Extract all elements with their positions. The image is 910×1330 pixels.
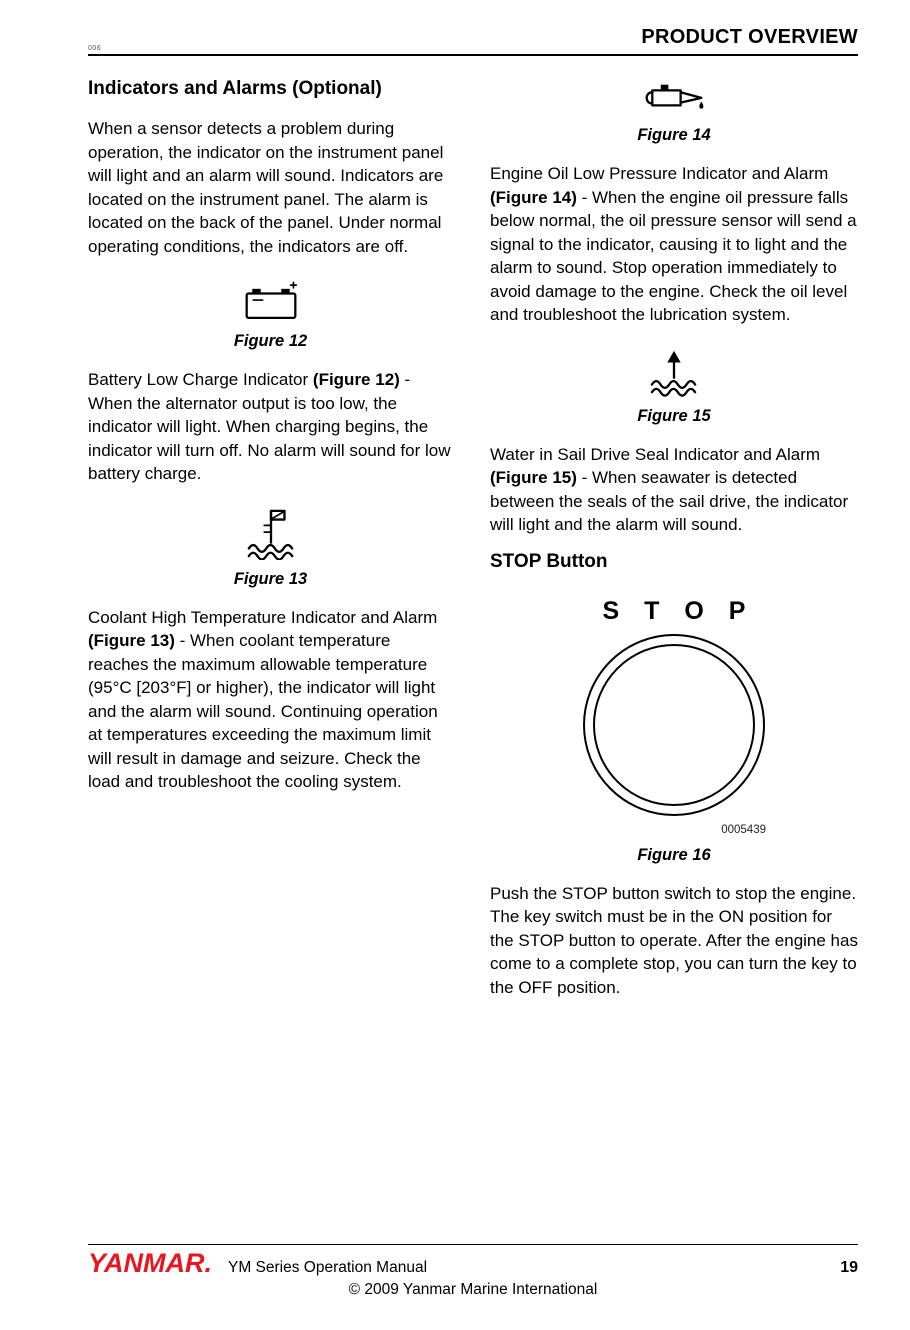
figure-12-caption: Figure 12 [233,332,308,350]
stop-button [583,634,765,816]
figure-15-caption: Figure 15 [637,406,711,425]
figure-13-caption: Figure 13 [233,569,308,588]
figure-15-reference: (Figure 15) [490,468,577,487]
right-column [490,64,858,999]
figure-14-caption: Figure 14 [637,126,711,144]
water-paragraph [490,443,858,537]
oil-pressure-icon [641,98,707,115]
stop-button-inner-ring [593,644,755,806]
page-title: PRODUCT OVERVIEW [641,26,858,48]
paragraph-text: - When seawater is detected between the seals of the sail drive, the indicator will light and the alarm will sound. [490,468,849,534]
content-columns [88,64,858,999]
section-heading-stop-button: STOP Button [490,550,608,572]
paragraph-text: - When coolant temperature reaches the maximum allowable temperature (95°C [203°F] or higher), the indicator will light and the alarm will sound. Continuing operation at temperatures exceeding the maximum limit will result in damage and seizure. Check the load and troubleshoot the cooling system. [88,631,438,791]
figure-13-reference: (Figure 13) [88,631,175,650]
paragraph-text: Engine Oil Low Pressure Indicator and Alarm [490,164,829,183]
figure-16-caption: Figure 16 [637,845,711,864]
coolant-paragraph [88,606,453,794]
manual-title: YM Series Operation Manual [228,1259,428,1276]
paragraph-text: Water in Sail Drive Seal Indicator and Alarm [490,444,821,464]
page-number: 19 [840,1259,858,1276]
stop-paragraph: Push the STOP button switch to stop the engine. The key switch must be in the ON position for the STOP button to operate. After the engine has come to a complete stop, you can turn the key to the OFF position. [490,883,858,997]
section-heading-indicators: Indicators and Alarms (Optional) [88,78,382,99]
intro-paragraph: When a sensor detects a problem during operation, the indicator on the instrument panel will light and an alarm will sound. Indicators are located on the instrument panel. The alarm is located on the back of the panel. Under normal operating conditions, the indicators are off. [88,119,444,256]
paragraph-text: - When the engine oil pressure falls below normal, the oil pressure sensor will send a signal to the indicator, causing it to light and the alarm to sound. Stop operation immediately to avoid damage to the engine. Check the oil level and troubleshoot the lubrication system. [490,187,857,324]
yanmar-logo: YANMAR. [88,1248,212,1278]
figure-15 [490,349,858,426]
copyright: © 2009 Yanmar Marine International [348,1281,598,1298]
paragraph-text: - When the alternator output is too low, the indicator will light. When charging begins, the indicator will turn off. No alarm will sound for low battery charge. [88,370,451,483]
figure-14-reference: (Figure 14) [490,187,577,207]
battery-icon [242,304,300,321]
figure-16-code: 0005439 [721,823,766,836]
battery-paragraph [88,368,453,486]
coolant-temperature-icon [244,542,298,559]
stop-button-label: S T O P [602,596,755,625]
footer-divider [88,1244,858,1245]
figure-12 [88,280,453,351]
water-in-sail-drive-icon [647,379,701,396]
header-divider [88,54,858,56]
footer-row [88,1248,858,1279]
figure-12-reference: (Figure 12) [312,370,400,389]
left-column [88,64,453,999]
page-header [88,26,858,56]
figure-16 [490,597,858,865]
paragraph-text: Coolant High Temperature Indicator and Alarm [88,607,438,627]
oil-paragraph [490,162,858,327]
figure-13 [88,508,453,589]
page-footer [88,1244,858,1299]
paragraph-text: Battery Low Charge Indicator [88,370,313,389]
figure-14 [490,76,858,145]
print-code: 006 [88,45,102,52]
